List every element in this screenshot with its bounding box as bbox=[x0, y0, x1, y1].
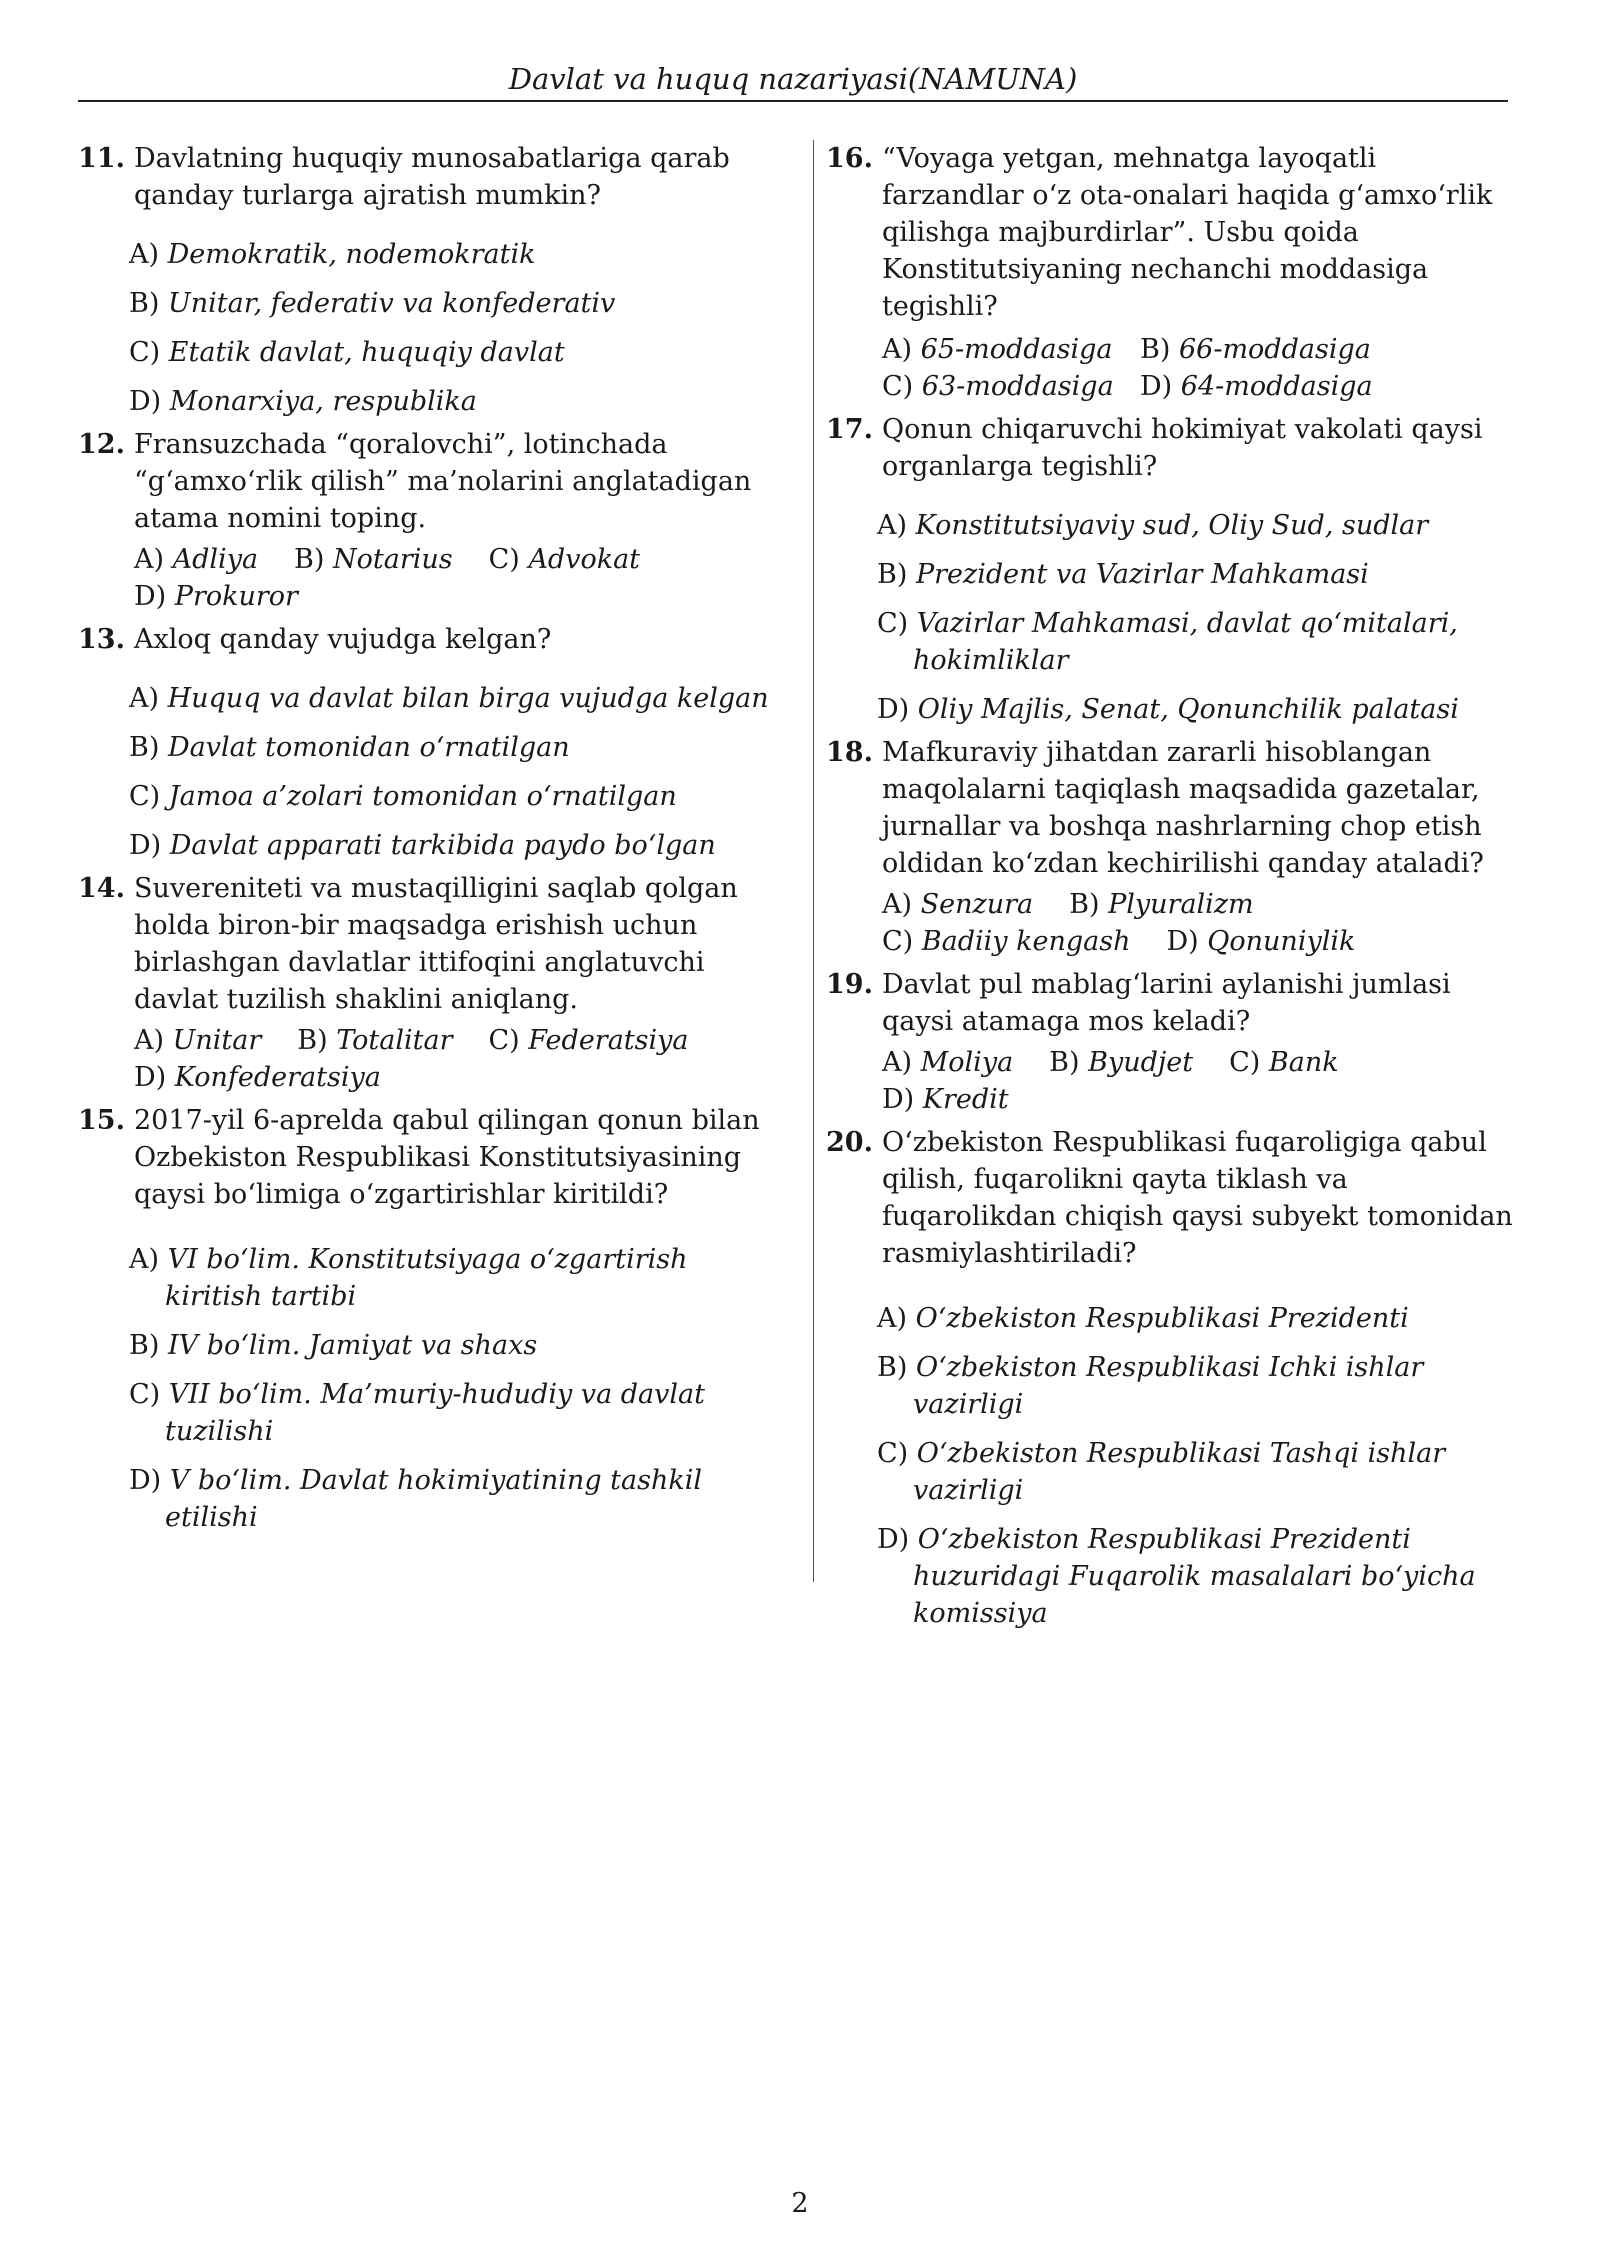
option-a[interactable] bbox=[134, 541, 258, 578]
option-letter: B) bbox=[129, 732, 160, 763]
left-column bbox=[78, 140, 778, 1542]
page-header-title: Davlat va huquq nazariyasi(NAMUNA) bbox=[78, 62, 1508, 102]
option-c[interactable] bbox=[114, 1376, 778, 1450]
option-letter: C) bbox=[882, 371, 914, 402]
option-letter: B) bbox=[129, 1330, 160, 1361]
option-text: Davlat apparati tarkibida paydo bo‘lgan bbox=[169, 830, 716, 861]
option-letter: A) bbox=[134, 1025, 165, 1056]
question-number: 17. bbox=[826, 414, 873, 445]
option-letter: A) bbox=[882, 1047, 913, 1078]
option-a[interactable] bbox=[882, 886, 1033, 923]
option-b[interactable] bbox=[862, 1349, 1526, 1423]
option-text: Byudjet bbox=[1088, 1047, 1194, 1078]
option-letter: C) bbox=[129, 781, 161, 812]
option-letter: B) bbox=[877, 1352, 908, 1383]
option-text: Unitar, federativ va konfederativ bbox=[167, 288, 616, 319]
option-text: Prezident va Vazirlar Mahkamasi bbox=[915, 559, 1369, 590]
question-16 bbox=[826, 140, 1526, 405]
option-a[interactable] bbox=[882, 331, 1140, 368]
question-number: 15. bbox=[78, 1105, 125, 1136]
option-letter: C) bbox=[129, 337, 161, 368]
question-text: “Voyaga yetgan, mehnatga layoqatli farzandlar o‘z ota-onalari haqida g‘amxo‘rlik qilishga majburdirlar”. Usbu qoida Konstitutsiyaning nechanchi moddasiga tegishli? bbox=[882, 143, 1493, 322]
option-a[interactable] bbox=[114, 680, 778, 717]
option-d[interactable] bbox=[114, 383, 778, 420]
option-c[interactable] bbox=[882, 923, 1130, 960]
option-text: Davlat tomonidan o‘rnatilgan bbox=[167, 732, 570, 763]
option-text: Adliya bbox=[172, 544, 259, 575]
option-d[interactable] bbox=[862, 1521, 1526, 1632]
option-b[interactable] bbox=[114, 285, 778, 322]
option-letter: C) bbox=[1229, 1047, 1261, 1078]
option-text: O‘zbekiston Respublikasi Ichki ishlar vazirligi bbox=[913, 1352, 1424, 1420]
option-text: V bo‘lim. Davlat hokimiyatining tashkil etilishi bbox=[165, 1465, 703, 1533]
option-text: Moliya bbox=[920, 1047, 1014, 1078]
option-text: Prokuror bbox=[174, 581, 298, 612]
option-d[interactable] bbox=[1140, 368, 1398, 405]
option-letter: C) bbox=[877, 1438, 909, 1469]
page-number: 2 bbox=[791, 2188, 809, 2219]
option-text: Badiiy kengash bbox=[921, 926, 1131, 957]
option-d[interactable] bbox=[114, 1462, 778, 1536]
option-letter: C) bbox=[488, 544, 520, 575]
option-text: VII bo‘lim. Ma’muriy-hududiy va davlat tuzilishi bbox=[165, 1379, 705, 1447]
option-letter: D) bbox=[1166, 926, 1199, 957]
option-text: Vazirlar Mahkamasi, davlat qo‘mitalari, hokimliklar bbox=[913, 608, 1458, 676]
question-text: 2017-yil 6-aprelda qabul qilingan qonun bilan Ozbekiston Respublikasi Konstitutsiyasining qaysi bo‘limiga o‘zgartirishlar kiritildi? bbox=[134, 1105, 760, 1210]
option-a[interactable] bbox=[114, 236, 778, 273]
option-letter: D) bbox=[1140, 371, 1173, 402]
option-letter: C) bbox=[488, 1025, 520, 1056]
question-number: 13. bbox=[78, 624, 125, 655]
question-number: 20. bbox=[826, 1127, 873, 1158]
option-letter: A) bbox=[129, 239, 160, 270]
option-letter: D) bbox=[129, 830, 162, 861]
option-a[interactable] bbox=[134, 1022, 261, 1059]
option-letter: B) bbox=[297, 1025, 328, 1056]
option-letter: B) bbox=[1140, 334, 1171, 365]
question-text: Mafkuraviy jihatdan zararli hisoblangan maqolalarni taqiqlash maqsadida gazetalar, jurnallar va boshqa nashrlarning chop etish oldidan ko‘zdan kechirilishi qanday ataladi? bbox=[882, 737, 1484, 879]
question-11 bbox=[78, 140, 778, 420]
option-b[interactable] bbox=[1069, 886, 1254, 923]
question-number: 18. bbox=[826, 737, 873, 768]
option-text: Konstitutsiyaviy sud, Oliy Sud, sudlar bbox=[915, 510, 1429, 541]
question-13 bbox=[78, 621, 778, 864]
option-text: 65-moddasiga bbox=[920, 334, 1113, 365]
column-divider bbox=[813, 140, 814, 1582]
option-letter: C) bbox=[877, 608, 909, 639]
option-text: 63-moddasiga bbox=[921, 371, 1114, 402]
option-letter: B) bbox=[877, 559, 908, 590]
option-letter: A) bbox=[882, 889, 913, 920]
question-text: Axloq qanday vujudga kelgan? bbox=[134, 624, 552, 655]
question-20 bbox=[826, 1124, 1526, 1632]
option-text: Senzura bbox=[920, 889, 1034, 920]
option-d[interactable] bbox=[134, 1059, 381, 1096]
option-c[interactable] bbox=[114, 334, 778, 371]
option-letter: C) bbox=[129, 1379, 161, 1410]
question-15 bbox=[78, 1102, 778, 1536]
option-letter: A) bbox=[129, 683, 160, 714]
option-letter: A) bbox=[129, 1244, 160, 1275]
option-text: Federatsiya bbox=[528, 1025, 689, 1056]
option-letter: D) bbox=[129, 1465, 162, 1496]
option-letter: B) bbox=[1069, 889, 1100, 920]
option-text: Plyuralizm bbox=[1108, 889, 1254, 920]
option-text: Notarius bbox=[333, 544, 453, 575]
option-c[interactable] bbox=[862, 1435, 1526, 1509]
option-letter: D) bbox=[877, 1524, 910, 1555]
option-letter: C) bbox=[882, 926, 914, 957]
question-number: 14. bbox=[78, 873, 125, 904]
option-b[interactable] bbox=[114, 1327, 778, 1364]
question-text: Davlatning huquqiy munosabatlariga qarab qanday turlarga ajratish mumkin? bbox=[134, 143, 730, 211]
option-d[interactable] bbox=[1166, 923, 1355, 960]
option-text: Unitar bbox=[172, 1025, 262, 1056]
option-text: Bank bbox=[1268, 1047, 1339, 1078]
option-d[interactable] bbox=[114, 827, 778, 864]
option-c[interactable] bbox=[882, 368, 1140, 405]
option-letter: B) bbox=[294, 544, 325, 575]
option-d[interactable] bbox=[882, 1081, 1009, 1118]
option-letter: A) bbox=[877, 510, 908, 541]
question-12 bbox=[78, 426, 778, 615]
question-text: Davlat pul mablag‘larini aylanishi jumlasi qaysi atamaga mos keladi? bbox=[882, 969, 1451, 1037]
option-text: 64-moddasiga bbox=[1180, 371, 1373, 402]
option-c[interactable] bbox=[1229, 1044, 1339, 1081]
right-column bbox=[826, 140, 1526, 1638]
option-b[interactable] bbox=[862, 556, 1526, 593]
question-number: 19. bbox=[826, 969, 873, 1000]
option-a[interactable] bbox=[862, 1300, 1526, 1337]
option-letter: D) bbox=[134, 1062, 167, 1093]
option-text: Konfederatsiya bbox=[174, 1062, 381, 1093]
option-a[interactable] bbox=[862, 507, 1526, 544]
option-text: IV bo‘lim. Jamiyat va shaxs bbox=[167, 1330, 538, 1361]
option-letter: A) bbox=[882, 334, 913, 365]
option-text: Kredit bbox=[922, 1084, 1009, 1115]
option-c[interactable] bbox=[114, 778, 778, 815]
option-text: Etatik davlat, huquqiy davlat bbox=[168, 337, 565, 368]
question-19 bbox=[826, 966, 1526, 1118]
question-number: 12. bbox=[78, 429, 125, 460]
option-a[interactable] bbox=[882, 1044, 1013, 1081]
question-text: O‘zbekiston Respublikasi fuqaroligiga qabul qilish, fuqarolikni qayta tiklash va fuqarolikdan chiqish qaysi subyekt tomonidan rasmiylashtiriladi? bbox=[882, 1127, 1513, 1269]
option-letter: B) bbox=[129, 288, 160, 319]
option-b[interactable] bbox=[294, 541, 453, 578]
option-d[interactable] bbox=[862, 691, 1526, 728]
option-d[interactable] bbox=[134, 578, 298, 615]
option-text: Advokat bbox=[528, 544, 641, 575]
question-text: Qonun chiqaruvchi hokimiyat vakolati qaysi organlarga tegishli? bbox=[882, 414, 1483, 482]
question-number: 16. bbox=[826, 143, 873, 174]
question-number: 11. bbox=[78, 143, 125, 174]
option-letter: A) bbox=[877, 1303, 908, 1334]
option-a[interactable] bbox=[114, 1241, 778, 1315]
option-text: Jamoa a’zolari tomonidan o‘rnatilgan bbox=[168, 781, 677, 812]
option-text: O‘zbekiston Respublikasi Prezidenti bbox=[915, 1303, 1409, 1334]
option-c[interactable] bbox=[862, 605, 1526, 679]
question-14 bbox=[78, 870, 778, 1096]
option-text: Demokratik, nodemokratik bbox=[167, 239, 536, 270]
option-b[interactable] bbox=[297, 1022, 452, 1059]
question-text: Suvereniteti va mustaqilligini saqlab qolgan holda biron-bir maqsadga erishish uchun birlashgan davlatlar ittifoqini anglatuvchi davlat tuzilish shaklini aniqlang. bbox=[134, 873, 738, 1015]
option-text: Totalitar bbox=[336, 1025, 453, 1056]
option-b[interactable] bbox=[114, 729, 778, 766]
option-letter: D) bbox=[129, 386, 162, 417]
option-b[interactable] bbox=[1049, 1044, 1193, 1081]
option-letter: A) bbox=[134, 544, 165, 575]
option-text: O‘zbekiston Respublikasi Tashqi ishlar vazirligi bbox=[913, 1438, 1446, 1506]
option-text: Qonuniylik bbox=[1207, 926, 1356, 957]
option-letter: B) bbox=[1049, 1047, 1080, 1078]
option-b[interactable] bbox=[1140, 331, 1398, 368]
question-18 bbox=[826, 734, 1526, 960]
option-text: Oliy Majlis, Senat, Qonunchilik palatasi bbox=[917, 694, 1459, 725]
option-c[interactable] bbox=[489, 1022, 689, 1059]
option-letter: D) bbox=[882, 1084, 915, 1115]
option-text: Huquq va davlat bilan birga vujudga kelgan bbox=[167, 683, 769, 714]
option-text: O‘zbekiston Respublikasi Prezidenti huzuridagi Fuqarolik masalalari bo‘yicha komissiya bbox=[913, 1524, 1476, 1629]
option-text: VI bo‘lim. Konstitutsiyaga o‘zgartirish kiritish tartibi bbox=[165, 1244, 688, 1312]
option-text: 66-moddasiga bbox=[1178, 334, 1371, 365]
question-text: Fransuzchada “qoralovchi”, lotinchada “g‘amxo‘rlik qilish” ma’nolarini anglatadigan atama nomini toping. bbox=[134, 429, 752, 534]
option-letter: D) bbox=[134, 581, 167, 612]
option-text: Monarxiya, respublika bbox=[169, 386, 477, 417]
option-c[interactable] bbox=[489, 541, 640, 578]
option-letter: D) bbox=[877, 694, 910, 725]
question-17 bbox=[826, 411, 1526, 728]
